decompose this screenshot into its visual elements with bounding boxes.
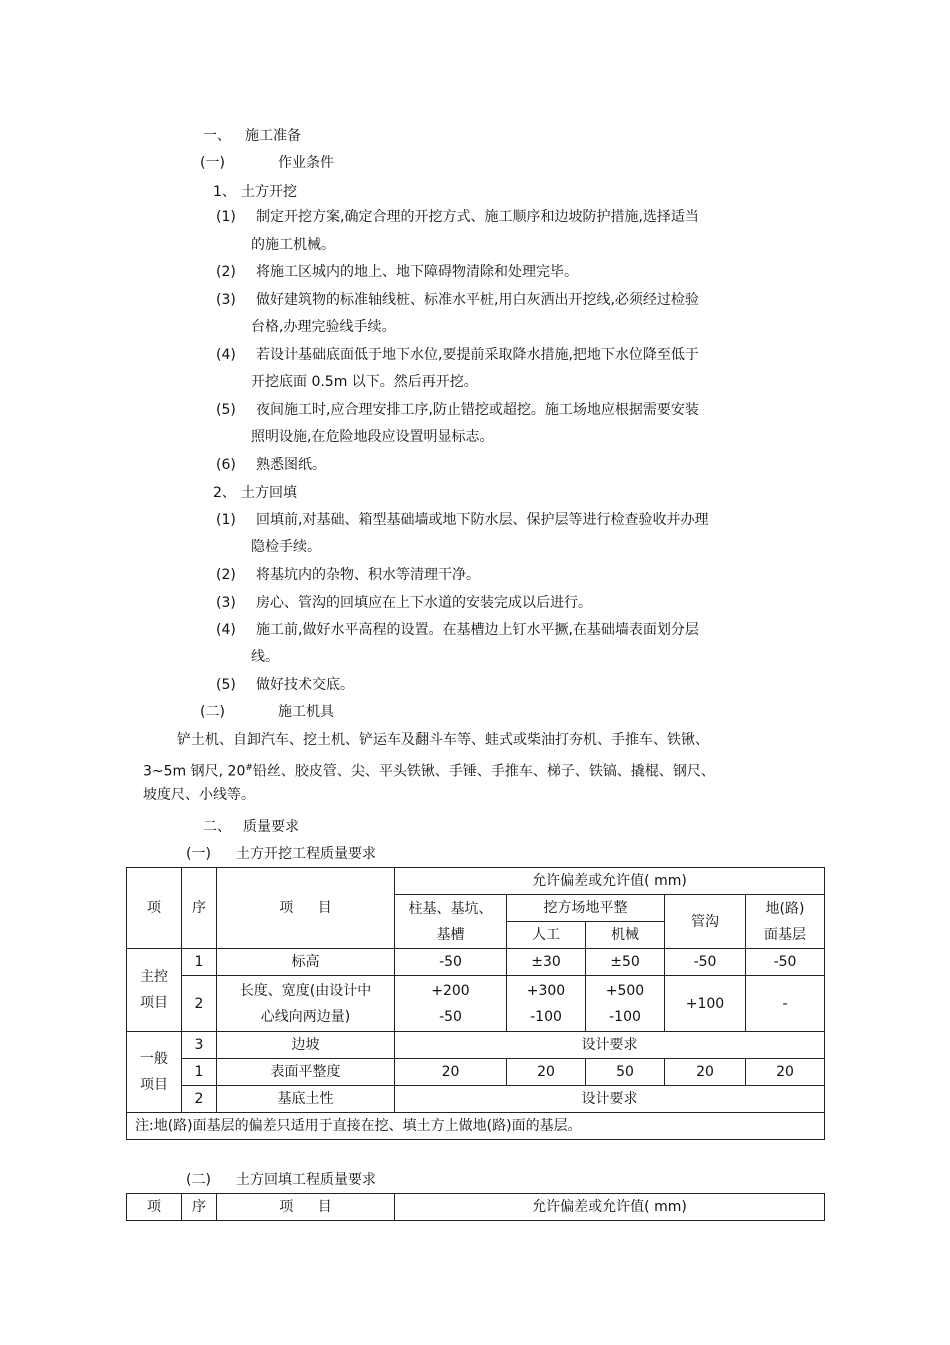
item-text: 施工前,做好水平高程的设置。在基槽边上钉水平撅,在基础墙表面划分层 [256,622,699,638]
header-road-base [746,895,825,949]
header-machine: 机械 [586,922,665,949]
header-pipe-trench: 管沟 [665,895,746,949]
group-text: 项目 [140,1077,168,1093]
paragraph-number: 2、 [213,485,236,501]
cell-text: +200 [431,982,470,999]
tools-paragraph-line [143,759,715,781]
header-text: 柱基、基坑、 [408,900,493,917]
list-item-continuation: 线。 [251,649,279,665]
header-site-grading: 挖方场地平整 [507,895,665,922]
list-item-continuation: 台格,办理完验线手续。 [251,319,396,335]
cell-name: 表面平整度 [217,1059,395,1086]
header-item: 项 [127,868,182,949]
item-number: (5) [216,402,236,418]
cell-value: - [746,976,825,1032]
list-item [216,263,578,281]
cell-value: 20 [746,1059,825,1086]
header-allowance: 允许偏差或允许值( mm) [395,868,825,895]
subsection-title: 施工机具 [278,704,334,720]
table-title [186,845,376,863]
group-text: 主控 [140,969,168,985]
list-item [216,566,480,584]
section-heading [203,818,299,836]
item-number: (4) [216,622,236,638]
table-row [127,1059,825,1086]
header-manual: 人工 [507,922,586,949]
section-number: 一、 [203,128,231,144]
paragraph-heading [213,183,297,201]
cell-text: -100 [530,1008,562,1025]
section-title: 施工准备 [245,128,301,144]
paragraph-title: 土方开挖 [241,184,297,200]
cell-text: 心线向两边量) [260,1008,351,1025]
subsection-title: 作业条件 [278,155,334,171]
cell-seq: 1 [182,949,217,976]
table-note: 注:地(路)面基层的偏差只适用于直接在挖、填土方上做地(路)面的基层。 [127,1113,825,1140]
table-title [186,1171,376,1189]
cell-value: ±30 [507,949,586,976]
table-title-text: 土方开挖工程质量要求 [236,846,376,862]
header-text: 基槽 [436,926,465,943]
cell-value [586,976,665,1032]
item-text: 做好建筑物的标准轴线桩、标准水平桩,用白灰洒出开挖线,必须经过检验 [256,292,699,308]
list-item [216,456,326,474]
excavation-quality-table [126,867,825,1140]
item-text: 制定开挖方案,确定合理的开挖方式、施工顺序和边坡防护措施,选择适当 [256,209,699,225]
list-item [216,676,354,694]
table-title-number: (二) [186,1172,211,1188]
table-title-number: (一) [186,846,211,862]
header-seq: 序 [182,868,217,949]
cell-text: -50 [439,1008,462,1025]
list-item-continuation: 的施工机械。 [251,237,335,253]
item-number: (3) [216,595,236,611]
header-name: 项 目 [217,868,395,949]
cell-text: +300 [526,982,566,999]
cell-value: ±50 [586,949,665,976]
cell-value: 20 [395,1059,507,1086]
cell-value: -50 [746,949,825,976]
item-text: 夜间施工时,应合理安排工序,防止错挖或超挖。施工场地应根据需要安装 [256,402,699,418]
table-row [127,949,825,976]
cell-seq: 2 [182,1086,217,1113]
tools-paragraph-line: 铲土机、自卸汽车、挖土机、铲运车及翻斗车等、蛙式或柴油打夯机、手推车、铁锹、 [177,732,709,748]
cell-value: -50 [665,949,746,976]
cell-seq: 1 [182,1059,217,1086]
item-number: (1) [216,209,236,225]
tools-paragraph-line: 坡度尺、小线等。 [143,787,255,803]
cell-value [507,976,586,1032]
item-number: (5) [216,677,236,693]
item-number: (4) [216,347,236,363]
cell-name: 标高 [217,949,395,976]
subsection-number: (一) [200,155,225,171]
section-title: 质量要求 [243,819,299,835]
table-row [127,1086,825,1113]
list-item [216,511,708,529]
list-item [216,401,699,419]
group-main-control [127,949,182,1032]
cell-text: 长度、宽度(由设计中 [239,982,372,999]
cell-value: 50 [586,1059,665,1086]
section-heading [203,127,301,145]
cell-name: 边坡 [217,1032,395,1059]
group-text: 项目 [140,995,168,1011]
table-row [127,1032,825,1059]
cell-seq: 2 [182,976,217,1032]
cell-text: -100 [609,1008,641,1025]
item-text: 将基坑内的杂物、积水等清理干净。 [256,567,480,583]
item-text: 将施工区城内的地上、地下障碍物清除和处理完毕。 [256,264,578,280]
header-text: 地(路) [765,900,805,917]
header-column-pit [395,895,507,949]
cell-value: +100 [665,976,746,1032]
cell-value [395,976,507,1032]
header-allowance: 允许偏差或允许值( mm) [395,1194,825,1221]
tools-text: 3~5m 钢尺, 20 [143,763,246,780]
list-item [216,621,699,639]
cell-seq: 3 [182,1032,217,1059]
list-item-continuation: 开挖底面 0.5m 以下。然后再开挖。 [251,374,478,390]
list-item [216,346,699,364]
table-note-row [127,1113,825,1140]
item-text: 做好技术交底。 [256,677,354,693]
header-text: 面基层 [764,926,807,943]
cell-text: +500 [605,982,645,999]
header-seq: 序 [182,1194,217,1221]
list-item [216,594,592,612]
subsection-number: (二) [200,704,225,720]
group-text: 一般 [140,1051,168,1067]
table-row [127,976,825,1032]
item-text: 若设计基础底面低于地下水位,要提前采取降水措施,把地下水位降至低于 [256,347,699,363]
cell-value: 20 [665,1059,746,1086]
list-item-continuation: 照明设施,在危险地段应设置明显标志。 [251,429,494,445]
header-name: 项 目 [217,1194,395,1221]
cell-name: 基底土性 [217,1086,395,1113]
list-item [216,208,699,226]
tools-superscript: # [245,763,253,773]
paragraph-heading [213,484,297,502]
paragraph-title: 土方回填 [241,485,297,501]
group-general [127,1032,182,1113]
item-number: (3) [216,292,236,308]
header-item: 项 [127,1194,182,1221]
tools-text: 铅丝、胶皮管、尖、平头铁锹、手锤、手推车、梯子、铁镐、撬棍、钢尺、 [252,763,715,780]
cell-merged: 设计要求 [395,1086,825,1113]
item-number: (2) [216,567,236,583]
subsection-heading [200,703,334,721]
cell-name [217,976,395,1032]
backfill-quality-table [126,1193,825,1221]
item-number: (6) [216,457,236,473]
paragraph-number: 1、 [213,184,236,200]
item-text: 房心、管沟的回填应在上下水道的安装完成以后进行。 [256,595,592,611]
table-title-text: 土方回填工程质量要求 [236,1172,376,1188]
section-number: 二、 [203,819,231,835]
cell-value: 20 [507,1059,586,1086]
cell-value: -50 [395,949,507,976]
list-item [216,291,699,309]
item-number: (2) [216,264,236,280]
item-number: (1) [216,512,236,528]
item-text: 熟悉图纸。 [256,457,326,473]
subsection-heading [200,154,334,172]
item-text: 回填前,对基础、箱型基础墙或地下防水层、保护层等进行检查验收并办理 [256,512,709,528]
list-item-continuation: 隐检手续。 [251,539,321,555]
cell-merged: 设计要求 [395,1032,825,1059]
